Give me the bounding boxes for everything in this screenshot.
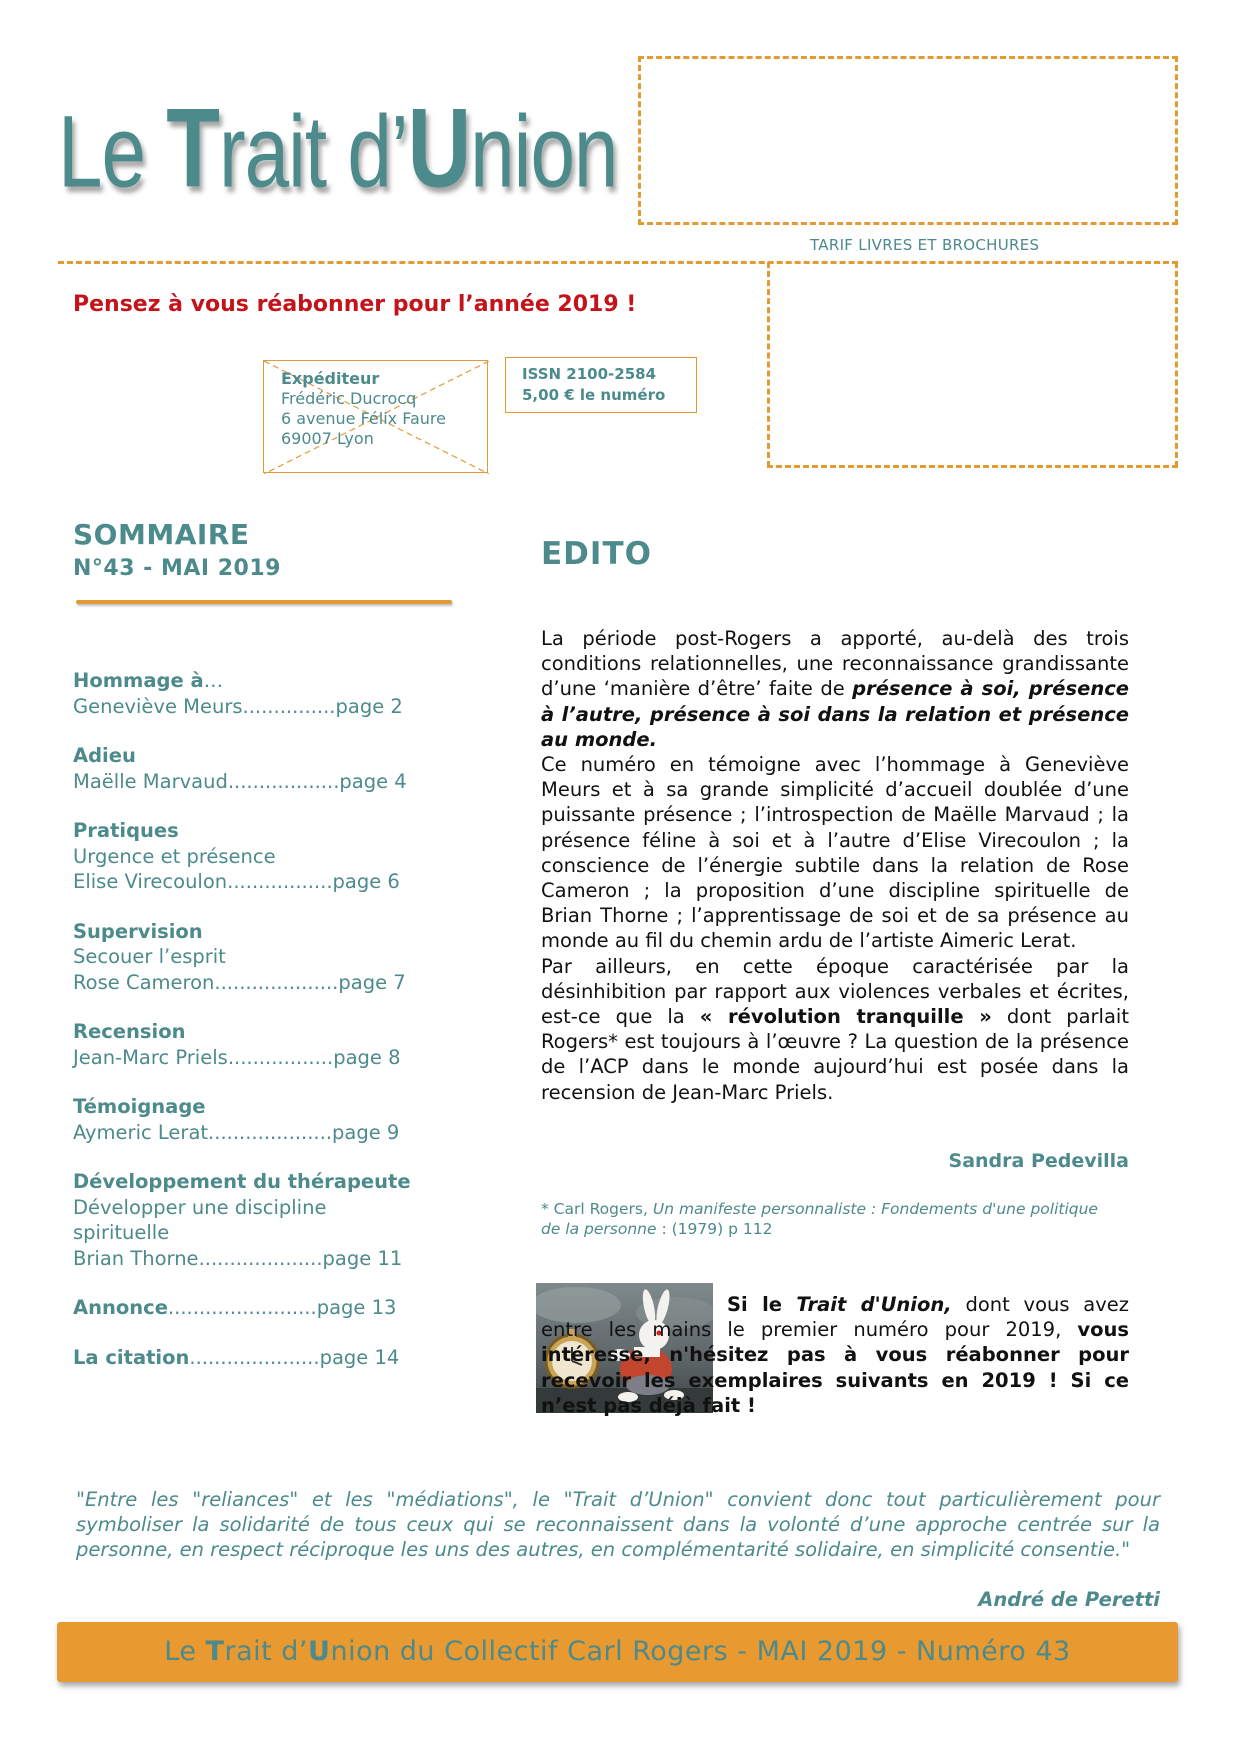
toc-entry: Maëlle Marvaud..................page 4: [73, 769, 407, 793]
toc-page: page 11: [322, 1246, 403, 1270]
header-divider: [58, 261, 1178, 264]
sender-title: Expéditeur: [281, 369, 380, 388]
toc-section: [73, 818, 463, 895]
toc-heading: Témoignage: [73, 1095, 206, 1118]
toc-section: [73, 1094, 463, 1145]
toc-heading: La citation.....................page 14: [73, 1345, 400, 1369]
toc-page: page 6: [332, 870, 400, 893]
toc-section: [73, 1295, 463, 1321]
tarif-label: TARIF LIVRES ET BROCHURES: [810, 236, 1040, 254]
masthead-title: Le Trait d’Union: [58, 84, 618, 212]
toc-entry: Rose Cameron....................page 7: [73, 970, 406, 994]
sender-box: [263, 360, 488, 473]
edito-signature: Sandra Pedevilla: [948, 1150, 1129, 1172]
edito-paragraph-3: Par ailleurs, en cette époque caractérisée par la désinhibition par rapport aux violences verbales et écrites, est-ce que la « révolution tranquille » dont parlait Rogers* est toujours à l’œuvre ? La question de la présence de l’ACP dans le monde aujourd’hui est posée dans la recension de Jean-Marc Priels.: [541, 954, 1129, 1104]
toc-section: [73, 1019, 463, 1070]
address-frame-left: [767, 262, 770, 467]
issue-price: 5,00 € le numéro: [522, 386, 666, 404]
issn-box: [505, 357, 697, 413]
edito-paragraph-2: Ce numéro en témoigne avec l’hommage à Geneviève Meurs et à sa grande simplicité d’accueil doublée d’une puissante présence ; l’introspection de Maëlle Marvaud ; la présence féline à soi et à l’autre d’Elise Virecoulon ; la conscience de l’énergie subtile dans la relation de Rose Cameron ; la proposition d’une discipline spirituelle de Brian Thorne ; l’apprentissage de soi et de sa présence au monde au fil du chemin ardu de l’artiste Aimeric Lerat.: [541, 753, 1129, 953]
toc-heading: Hommage à…: [73, 669, 224, 692]
toc-heading: Développement du thérapeute: [73, 1170, 411, 1193]
issn-number: ISSN 2100-2584: [522, 365, 657, 383]
toc-page: page 14: [319, 1345, 400, 1369]
toc-page: page 4: [339, 769, 407, 793]
toc-entry: Aymeric Lerat....................page 9: [73, 1120, 400, 1144]
toc-section: [73, 919, 463, 996]
toc-page: page 7: [338, 970, 406, 994]
edito-body: [541, 626, 1129, 1105]
renewal-notice: Pensez à vous réabonner pour l’année 2019 !: [73, 292, 637, 317]
address-frame-bottom: [767, 465, 1178, 468]
sender-street: 6 avenue Félix Faure: [281, 409, 446, 428]
sommaire-rule: [76, 600, 452, 604]
renewal-promo: Si le Trait d'Union, dont vous avez entre les mains le premier numéro pour 2019, vous intéresse, n'hésitez pas à vous réabonner pour recevoir les exemplaires suivants en 2019 ! Si ce n’est pas déjà fait !: [541, 1293, 1130, 1417]
toc-entry: Jean-Marc Priels.................page 8: [73, 1045, 401, 1069]
toc-subtitle: Urgence et présence: [73, 844, 276, 868]
toc-entry: Geneviève Meurs...............page 2: [73, 694, 403, 718]
sender-city: 69007 Lyon: [281, 429, 374, 448]
toc-page: page 2: [335, 694, 403, 718]
toc-entry: Elise Virecoulon.................page 6: [73, 870, 400, 893]
toc-page: page 13: [316, 1296, 397, 1319]
sender-name: Frédéric Ducrocq: [281, 389, 417, 408]
address-frame-top: [638, 56, 1178, 225]
toc-heading: Annonce........................page 13: [73, 1296, 397, 1319]
edito-footnote: * Carl Rogers, Un manifeste personnaliste : Fondements d'une politique de la personne : (1979) p 112: [541, 1200, 1098, 1238]
edito-paragraph-1: La période post-Rogers a apporté, au-delà des trois conditions relationnelles, une reconnaissance grandissante d’une ‘manière d’être’ faite de présence à soi, présence à l’autre, présence à soi dans la relation et présence au monde.: [541, 627, 1129, 751]
toc-heading: Pratiques: [73, 819, 179, 842]
toc-section: [73, 1169, 463, 1271]
address-frame-right: [1175, 262, 1178, 467]
toc-page: page 8: [333, 1045, 401, 1069]
sommaire-title: SOMMAIRE: [73, 518, 250, 551]
toc-heading: Recension: [73, 1020, 186, 1043]
toc-heading: Adieu: [73, 744, 136, 767]
toc-subtitle: spirituelle: [73, 1221, 170, 1244]
toc-page: page 9: [332, 1120, 400, 1144]
toc-section: [73, 668, 463, 719]
citation-author: André de Peretti: [978, 1588, 1160, 1611]
toc-entry: Brian Thorne....................page 11: [73, 1246, 403, 1270]
toc-subtitle: Développer une discipline: [73, 1195, 327, 1219]
table-of-contents: [73, 668, 463, 1394]
citation-quote: "Entre les "reliances" et les "médiations", le "Trait d’Union" convient donc tout particulièrement pour symboliser la solidarité de tous ceux qui se reconnaissent dans la volonté d’une approche centrée sur la personne, en respect réciproque les uns des autres, en complémentarité solidaire, en simplicité consentie.": [76, 1488, 1160, 1562]
toc-heading: Supervision: [73, 919, 203, 943]
toc-section: [73, 1345, 463, 1371]
toc-section: [73, 743, 463, 794]
sommaire-issue: N°43 - MAI 2019: [73, 556, 281, 581]
edito-title: EDITO: [541, 536, 652, 572]
footer-band: Le Trait d’Union du Collectif Carl Rogers - MAI 2019 - Numéro 43: [57, 1622, 1178, 1682]
toc-subtitle: Secouer l’esprit: [73, 945, 226, 968]
